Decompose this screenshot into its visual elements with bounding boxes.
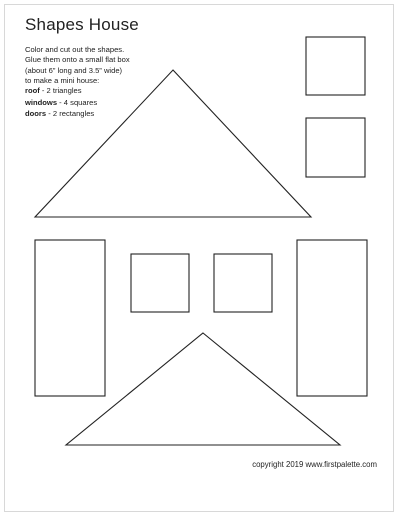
instruction-line-2: Glue them onto a small flat box (25, 55, 130, 65)
window-square-2 (306, 118, 365, 177)
window-square-4 (214, 254, 272, 312)
instruction-line-4: to make a mini house: (25, 76, 100, 86)
part-doors-detail: - 2 rectangles (46, 109, 95, 118)
door-rectangle-right (297, 240, 367, 396)
window-square-3 (131, 254, 189, 312)
door-rectangle-left (35, 240, 105, 396)
part-windows-name: windows (25, 97, 58, 107)
part-windows-detail: - 4 squares (57, 97, 98, 107)
instruction-line-3: (about 6” long and 3.5” wide) (25, 65, 123, 75)
window-square-1 (306, 37, 365, 95)
part-roof-name: roof (25, 86, 40, 95)
part-doors-name: doors (25, 109, 47, 118)
copyright-footer: copyright 2019 www.firstpalette.com (252, 460, 377, 469)
roof-triangle-top (35, 70, 311, 217)
instruction-line-1: Color and cut out the shapes. (25, 45, 125, 54)
part-roof-detail: - 2 triangles (39, 86, 82, 95)
page-title: Shapes House (25, 15, 139, 34)
